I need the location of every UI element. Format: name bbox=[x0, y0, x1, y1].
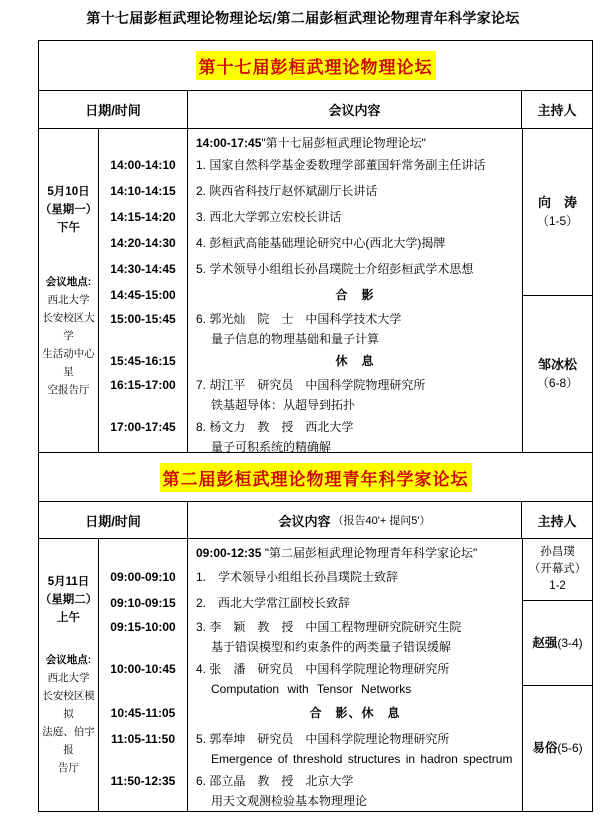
schedule-table bbox=[38, 40, 593, 812]
agenda-session-title: 14:00-17:45"第十七届彭桓武理论物理论坛" bbox=[196, 136, 426, 150]
forum2-date-cell bbox=[39, 539, 99, 811]
host-cell: 易俗(5-6) bbox=[532, 741, 583, 755]
time-slot: 09:00-09:10 bbox=[110, 570, 176, 584]
forum2-header-content: 会议内容 （报告40'+ 提问5'） bbox=[188, 502, 522, 538]
agenda-item: 2. 西北大学常江副校长致辞 bbox=[196, 596, 351, 610]
agenda-item: 8. 杨文力 教 授 西北大学 量子可积系统的精确解 bbox=[196, 420, 354, 453]
agenda-item: 2. 陕西省科技厅赵怀斌副厅长讲话 bbox=[196, 184, 378, 198]
time-slot: 11:05-11:50 bbox=[110, 732, 176, 746]
forum1-host-column bbox=[522, 129, 592, 452]
agenda-item: 5. 郭奉坤 研究员 中国科学院理论物理研究所 Emergence of threshold structures in hadron spectrum bbox=[196, 732, 513, 766]
time-slot bbox=[99, 543, 187, 567]
forum2-content-column bbox=[188, 539, 522, 811]
forum1-time-column bbox=[99, 129, 188, 452]
time-slot: 10:00-10:45 bbox=[110, 662, 176, 676]
time-slot: 17:00-17:45 bbox=[110, 420, 176, 434]
agenda-break: 休 息 bbox=[335, 354, 375, 368]
agenda-item: 6. 邵立晶 教 授 北京大学 用天文观测检验基本物理理论 bbox=[196, 774, 368, 808]
time-slot: 14:10-14:15 bbox=[110, 184, 176, 198]
page-title: 第十七届彭桓武理论物理论坛/第二届彭桓武理论物理青年科学家论坛 bbox=[86, 10, 520, 26]
forum1-date: 5月10日 （星期一） 下午 bbox=[39, 185, 98, 234]
forum1-content-column bbox=[188, 129, 522, 452]
agenda-item: 7. 胡江平 研究员 中国科学院物理研究所 铁基超导体：从超导到拓扑 bbox=[196, 378, 426, 412]
forum2-header-content-note: （报告40'+ 提问5'） bbox=[332, 515, 431, 527]
agenda-item: 3. 西北大学郭立宏校长讲话 bbox=[196, 210, 342, 224]
forum2-date: 5月11日 （星期二） 上午 bbox=[39, 576, 98, 624]
forum1-title-row bbox=[39, 41, 592, 91]
time-slot: 14:00-14:10 bbox=[110, 158, 176, 172]
time-slot: 11:50-12:35 bbox=[110, 774, 176, 788]
forum1-venue: 会议地点: 西北大学 长安校区大学 生活动中心星 空报告厅 bbox=[42, 275, 95, 396]
forum2-host-column bbox=[522, 539, 592, 811]
time-slot: 15:00-15:45 bbox=[110, 312, 176, 326]
agenda-item: 4. 张 潘 研究员 中国科学院理论物理研究所 Computation with Tensor Networks bbox=[196, 662, 450, 696]
agenda-item: 1. 学术领导小组组长孙昌璞院士致辞 bbox=[196, 570, 399, 584]
agenda-item: 6. 郭光灿 院 士 中国科学技术大学 量子信息的物理基础和量子计算 bbox=[196, 312, 402, 346]
forum2-title: 第二届彭桓武理论物理青年科学家论坛 bbox=[160, 463, 472, 492]
time-slot: 09:15-10:00 bbox=[110, 620, 176, 634]
time-slot bbox=[99, 133, 187, 155]
forum2-body bbox=[39, 539, 592, 811]
forum2-header-host: 主持人 bbox=[537, 513, 577, 529]
forum2-header-datetime: 日期/时间 bbox=[39, 502, 188, 538]
time-slot: 15:45-16:15 bbox=[110, 354, 176, 368]
time-slot: 10:45-11:05 bbox=[110, 706, 176, 720]
forum1-title: 第十七届彭桓武理论物理论坛 bbox=[196, 51, 436, 80]
host-cell: 向 涛 （1-5） bbox=[523, 129, 592, 296]
host-cell: 邹冰松 （6-8） bbox=[536, 357, 579, 390]
agenda-item: 4. 彭桓武高能基础理论研究中心(西北大学)揭牌 bbox=[196, 236, 446, 250]
forum2-title-row bbox=[39, 453, 592, 502]
forum1-header bbox=[39, 91, 592, 129]
time-slot: 14:45-15:00 bbox=[110, 288, 176, 302]
host-cell: 孙昌璞 （开幕式） 1-2 bbox=[523, 539, 592, 601]
forum2-venue: 会议地点: 西北大学 长安校区模拟 法庭、伯宇报 告厅 bbox=[42, 654, 95, 774]
forum2-header bbox=[39, 502, 592, 539]
agenda-break: 合 影、休 息 bbox=[309, 706, 401, 720]
forum2-time-column bbox=[99, 539, 188, 811]
forum1-header-datetime: 日期/时间 bbox=[39, 91, 188, 128]
agenda-break: 合 影 bbox=[335, 288, 375, 302]
time-slot: 14:15-14:20 bbox=[110, 210, 176, 224]
forum1-date-cell bbox=[39, 129, 99, 452]
forum1-header-host: 主持人 bbox=[537, 103, 577, 118]
forum1-body bbox=[39, 129, 592, 453]
agenda-item: 3. 李 颖 教 授 中国工程物理研究院研究生院 基于错误模型和约束条件的两类量子错误缓解 bbox=[196, 620, 462, 654]
time-slot: 09:10-09:15 bbox=[110, 596, 176, 610]
time-slot: 14:30-14:45 bbox=[110, 262, 176, 276]
forum1-header-content: 会议内容 bbox=[188, 91, 522, 128]
time-slot: 14:20-14:30 bbox=[110, 236, 176, 250]
agenda-item: 5. 学术领导小组组长孙昌璞院士介绍彭桓武学术思想 bbox=[196, 262, 474, 276]
host-cell: 赵强(3-4) bbox=[523, 601, 592, 686]
time-slot: 16:15-17:00 bbox=[110, 378, 176, 392]
agenda-session-title: 09:00-12:35 "第二届彭桓武理论物理青年科学家论坛" bbox=[196, 546, 478, 560]
agenda-item: 1. 国家自然科学基金委数理学部董国轩常务副主任讲话 bbox=[196, 158, 486, 172]
